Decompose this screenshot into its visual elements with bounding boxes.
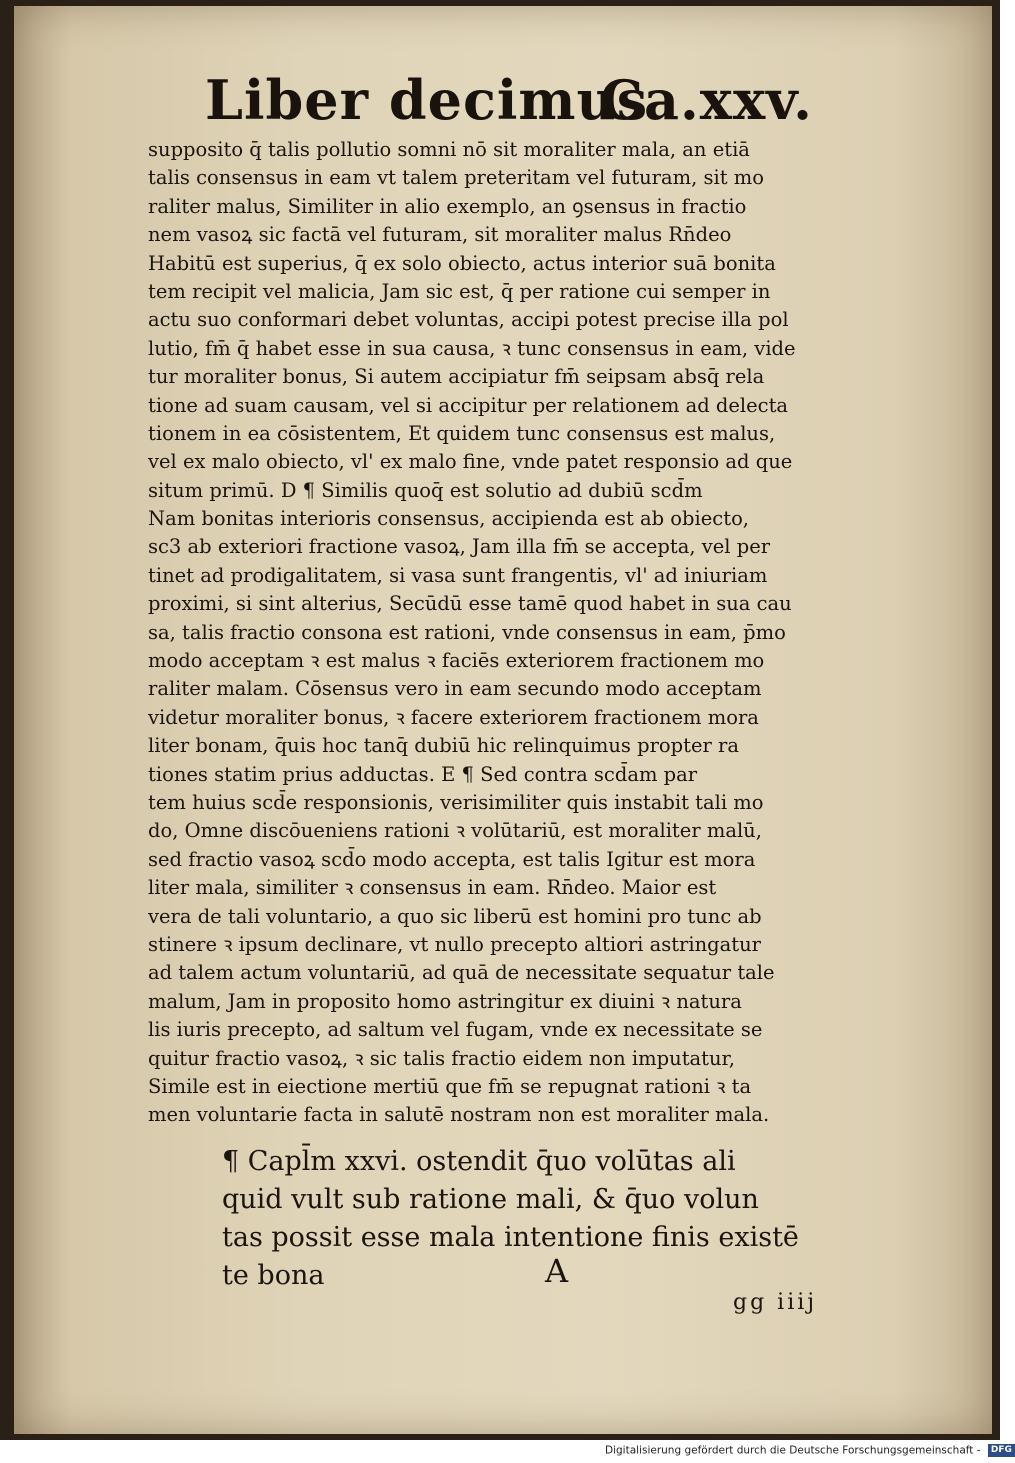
- text-line: do, Omne discōueniens rationi ꝛ volūtariū, est moraliter malū,: [148, 819, 762, 843]
- text-line: vel ex malo obiecto, vl' ex malo fine, vnde patet responsio ad que: [148, 450, 793, 474]
- chapter-heading-line: quid vult sub ratione mali, & q̄uo volun: [222, 1184, 759, 1215]
- text-line: tinet ad prodigalitatem, si vasa sunt frangentis, vl' ad iniuriam: [148, 563, 768, 587]
- text-line: stinere ꝛ ipsum declinare, vt nullo precepto altiori astringatur: [148, 932, 762, 956]
- section-letter: A: [545, 1252, 569, 1290]
- text-line: tur moraliter bonus, Si autem accipiatur fm̄ seipsam absq̄ rela: [148, 365, 765, 389]
- text-line: raliter malus, Similiter in alio exemplo, an ꝯsensus in fractio: [148, 194, 747, 218]
- text-line: liter bonam, q̄uis hoc tanq̄ dubiū hic relinquimus propter ra: [148, 734, 739, 758]
- body-text: [148, 136, 858, 1130]
- text-line: lutio, fm̄ q̄ habet esse in sua causa, ꝛ tunc consensus in eam, vide: [148, 336, 796, 360]
- text-line: quitur fractio vasoꝝ, ꝛ sic talis fractio eidem non imputatur,: [148, 1046, 735, 1070]
- text-line: situm primū. D ¶ Similis quoq̄ est solutio ad dubiū scd̄m: [148, 478, 703, 502]
- text-line: tione ad suam causam, vel si accipitur per relationem ad delecta: [148, 393, 789, 417]
- text-line: liter mala, similiter ꝛ consensus in eam. Rn̄deo. Maior est: [148, 876, 717, 900]
- header-book-title: Liber decimus: [205, 68, 649, 132]
- text-line: raliter malam. Cōsensus vero in eam secundo modo acceptam: [148, 677, 762, 701]
- text-line: tem recipit vel malicia, Jam sic est, q̄ per ratione cui semper in: [148, 279, 771, 303]
- text-line: vera de tali voluntario, a quo sic liberū est homini pro tunc ab: [148, 904, 762, 928]
- dfg-logo-icon: DFG: [988, 1444, 1015, 1457]
- chapter-heading: [222, 1143, 842, 1295]
- signature-mark: gg iiij: [733, 1290, 818, 1315]
- chapter-heading-line: ¶ Capl̄m xxvi. ostendit q̄uo volūtas ali: [222, 1146, 736, 1177]
- text-line: modo acceptam ꝛ est malus ꝛ faciēs exteriorem fractionem mo: [148, 649, 765, 673]
- text-line: sed fractio vasoꝝ scd̄o modo accepta, est talis Igitur est mora: [148, 847, 756, 871]
- text-line: malum, Jam in proposito homo astringitur ex diuini ꝛ natura: [148, 989, 742, 1013]
- text-line: sc3 ab exteriori fractione vasoꝝ, Jam illa fm̄ se accepta, vel per: [148, 535, 771, 559]
- text-line: Habitū est superius, q̄ ex solo obiecto, actus interior suā bonita: [148, 251, 776, 275]
- text-line: videtur moraliter bonus, ꝛ facere exteriorem fractionem mora: [148, 705, 759, 729]
- text-line: Simile est in eiectione mertiū que fm̄ se repugnat rationi ꝛ ta: [148, 1074, 752, 1098]
- text-line: tionem in ea cōsistentem, Et quidem tunc consensus est malus,: [148, 421, 776, 445]
- text-line: proximi, si sint alterius, Secūdū esse tamē quod habet in sua cau: [148, 592, 792, 616]
- text-line: tem huius scd̄e responsionis, verisimiliter quis instabit tali mo: [148, 790, 764, 814]
- footer-text: Digitalisierung gefördert durch die Deutsche Forschungsgemeinschaft: [605, 1444, 974, 1457]
- chapter-heading-line: te bona: [222, 1260, 325, 1291]
- text-line: lis iuris precepto, ad saltum vel fugam, vnde ex necessitate se: [148, 1018, 763, 1042]
- running-header: [205, 68, 813, 138]
- text-line: Nam bonitas interioris consensus, accipienda est ab obiecto,: [148, 507, 750, 531]
- text-line: sa, talis fractio consona est rationi, vnde consensus in eam, p̄mo: [148, 620, 786, 644]
- text-line: ad talem actum voluntariū, ad quā de necessitate sequatur tale: [148, 961, 775, 985]
- text-line: supposito q̄ talis pollutio somni nō sit moraliter mala, an etiā: [148, 138, 750, 161]
- chapter-heading-line: tas possit esse mala intentione finis existē: [222, 1222, 799, 1253]
- header-chapter-number: Ca.xxv.: [600, 68, 813, 132]
- text-line: actu suo conformari debet voluntas, accipi potest precise illa pol: [148, 308, 789, 332]
- text-line: talis consensus in eam vt talem preteritam vel futuram, sit mo: [148, 166, 765, 190]
- text-line: tiones statim prius adductas. E ¶ Sed contra scd̄am par: [148, 762, 698, 786]
- text-line: men voluntarie facta in salutē nostram non est moraliter mala.: [148, 1103, 770, 1127]
- text-line: nem vasoꝝ sic factā vel futuram, sit moraliter malus Rn̄deo: [148, 223, 732, 247]
- funding-footer: Digitalisierung gefördert durch die Deutsche Forschungsgemeinschaft - DFG: [605, 1444, 1000, 1462]
